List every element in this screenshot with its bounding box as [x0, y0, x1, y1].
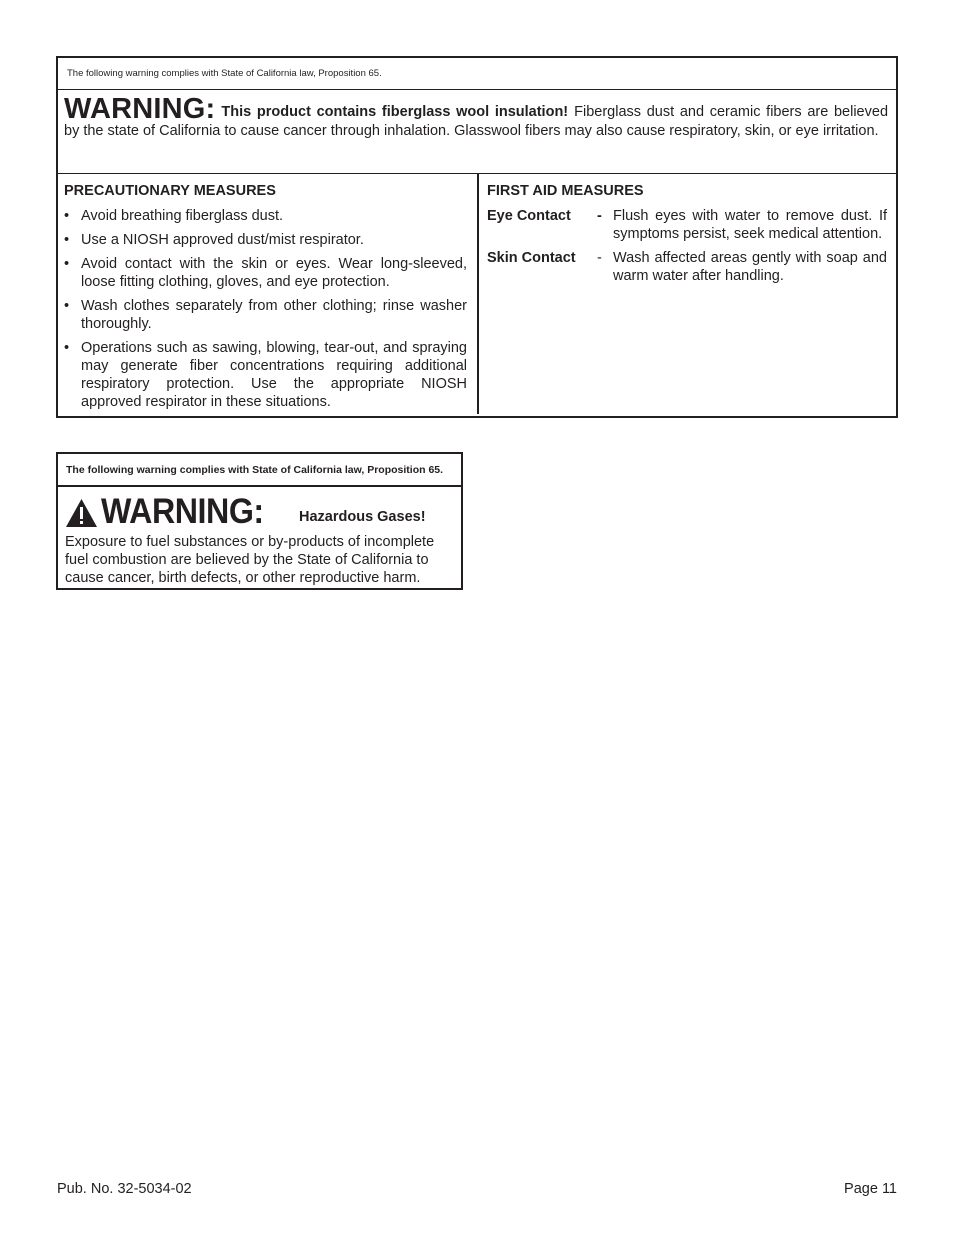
skin-contact-label: Skin Contact [487, 250, 576, 266]
dash: - [597, 208, 602, 224]
precautionary-measures [58, 174, 479, 414]
warning-heading: WARNING: [64, 93, 216, 125]
prop65-notice: The following warning complies with State of California law, Proposition 65. [58, 58, 896, 90]
list-item: • Avoid contact with the skin or eyes. Wear long-sleeved, loose fitting clothing, gloves, and eye protection. [64, 256, 467, 290]
hazardous-gases-warning-box [56, 452, 463, 590]
precautionary-list [64, 207, 467, 411]
page-number: Page 11 [844, 1181, 897, 1197]
first-aid-title: FIRST AID MEASURES [487, 183, 644, 199]
bullet-icon: • [64, 208, 70, 224]
list-item: • Operations such as sawing, blowing, tear-out, and spraying may generate fiber concentrations requiring additional respiratory protection. Use the appropriate NIOSH approved respirator in these situations. [64, 340, 467, 410]
bullet-icon: • [64, 256, 70, 272]
warning-heading-line [65, 493, 455, 531]
hazardous-gases-body [58, 487, 461, 587]
skin-contact-text: Wash affected areas gently with soap and warm water after handling. [613, 250, 887, 284]
warning-heading: WARNING: [101, 492, 264, 531]
precautionary-title: PRECAUTIONARY MEASURES [64, 183, 276, 199]
bullet-icon: • [64, 340, 70, 356]
eye-contact-label: Eye Contact [487, 208, 571, 224]
fiberglass-warning-statement [58, 90, 896, 174]
warning-body: Fiberglass dust and ceramic fibers are believed by the state of California to cause cancer through inhalation. Glasswool fibers may also cause respiratory, skin, or eye irritation. [64, 104, 889, 139]
skin-contact-row [487, 249, 887, 285]
eye-contact-row [487, 207, 887, 243]
publication-number: Pub. No. 32-5034-02 [57, 1181, 192, 1197]
prop65-notice: The following warning complies with State of California law, Proposition 65. [58, 454, 461, 487]
warning-triangle-icon [65, 498, 98, 528]
list-item: • Wash clothes separately from other clothing; rinse washer thoroughly. [64, 298, 467, 332]
list-item: • Use a NIOSH approved dust/mist respirator. [64, 232, 364, 248]
bullet-icon: • [64, 232, 70, 248]
warning-subtitle: Hazardous Gases! [299, 509, 426, 525]
warning-lead: This product contains fiberglass wool insulation! [221, 104, 569, 120]
first-aid-measures [479, 174, 896, 414]
dash: - [597, 250, 602, 266]
bullet-icon: • [64, 298, 70, 314]
warning-body: Exposure to fuel substances or by-products of incomplete fuel combustion are believed by the State of California to cause cancer, birth defects, or other reproductive harm. [65, 534, 435, 586]
eye-contact-text: Flush eyes with water to remove dust. If symptoms persist, seek medical attention. [613, 208, 887, 242]
measures-columns [58, 174, 896, 414]
list-item: • Avoid breathing fiberglass dust. [64, 208, 284, 224]
fiberglass-warning-box [56, 56, 898, 418]
